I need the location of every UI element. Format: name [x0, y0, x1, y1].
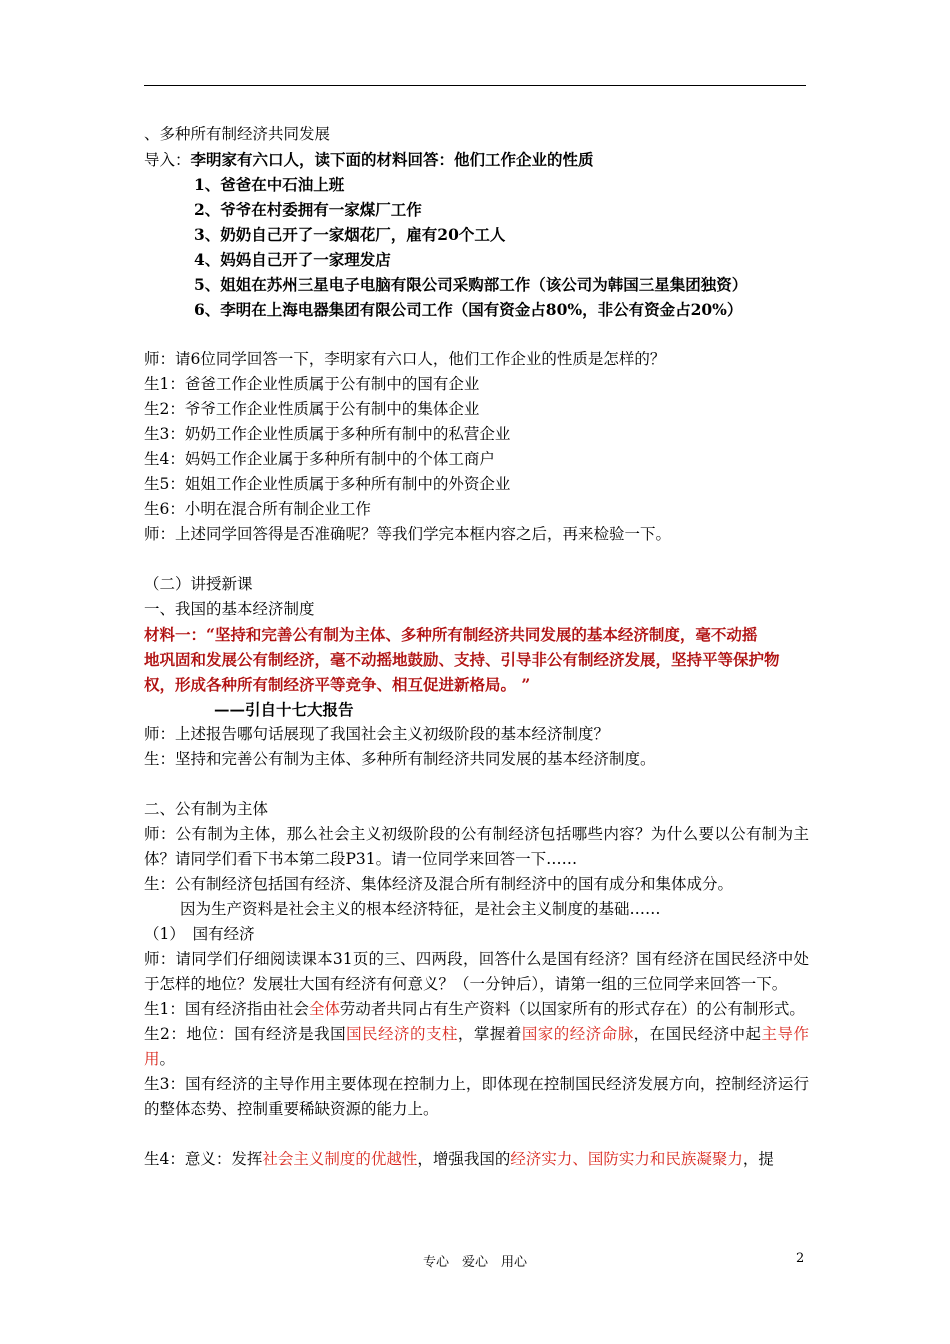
material-source: ——引自十七大报告 — [214, 700, 354, 719]
header-rule — [144, 85, 806, 86]
intro-text: 李明家有六口人，读下面的材料回答：他们工作企业的性质 — [190, 150, 594, 169]
student-answer-4 — [144, 1147, 809, 1172]
material-line: 权，形成各种所有制经济平等竞争、相互促进新格局。 ” — [144, 675, 531, 694]
material-line: 地巩固和发展公有制经济，毫不动摇地鼓励、支持、引导非公有制经济发展，坚持平等保护物 — [144, 650, 780, 669]
intro-item: 1、爸爸在中石油上班 — [194, 175, 345, 194]
dialogue-line: 师：上述报告哪句话展现了我国社会主义初级阶段的基本经济制度？ — [144, 725, 610, 743]
intro-item: 4、妈妈自己开了一家理发店 — [194, 250, 391, 269]
section-title: （二）讲授新课 — [144, 575, 253, 593]
part-title: 一、我国的基本经济制度 — [144, 600, 315, 618]
intro-line — [144, 147, 809, 172]
answer-text: ，增强我国的 — [417, 1150, 511, 1168]
part-title: 二、公有制为主体 — [144, 800, 269, 818]
student-answer-2 — [144, 1022, 809, 1072]
highlight-text: 主导作用 — [144, 1025, 809, 1068]
answer-text: ，在国民经济中起 — [633, 1025, 762, 1043]
answer-text: 生4：意义：发挥 — [144, 1150, 263, 1168]
intro-item: 6、李明在上海电器集团有限公司工作（国有资金占80%，非公有资金占20%） — [194, 300, 743, 319]
answer-text: ，掌握着 — [457, 1025, 522, 1043]
dialogue-line: 生4：妈妈工作企业属于多种所有制中的个体工商户 — [144, 450, 495, 468]
document-body — [144, 122, 809, 1172]
intro-item: 2、爷爷在村委拥有一家煤厂工作 — [194, 200, 422, 219]
subsection-title: （1） 国有经济 — [144, 925, 255, 943]
material-label: 材料一： — [144, 625, 207, 644]
dialogue-line: 师：上述同学回答得是否准确呢？等我们学完本框内容之后，再来检验一下。 — [144, 525, 672, 543]
highlight-text: 经济实力、国防实力和民族凝聚力 — [510, 1150, 743, 1168]
section-heading: 、多种所有制经济共同发展 — [144, 125, 331, 143]
dialogue-line: 师：请6位同学回答一下，李明家有六口人，他们工作企业的性质是怎样的？ — [144, 350, 666, 368]
student-answer-1 — [144, 997, 809, 1022]
answer-text: 劳动者共同占有生产资料（以国家所有的形式存在）的公有制形式。 — [339, 1000, 805, 1018]
intro-label: 导入： — [144, 151, 191, 169]
footer-motto: 专心 爱心 用心 — [422, 1255, 527, 1270]
dialogue-line: 生1：爸爸工作企业性质属于公有制中的国有企业 — [144, 375, 480, 393]
highlight-text: 国家的经济命脉 — [521, 1025, 634, 1043]
page-number: 2 — [796, 1251, 805, 1266]
student-answer-reason: 因为生产资料是社会主义的根本经济特征，是社会主义制度的基础…… — [180, 900, 661, 918]
intro-item: 3、奶奶自己开了一家烟花厂，雇有20个工人 — [194, 225, 506, 244]
answer-text: 。 — [159, 1050, 176, 1068]
highlight-text: 全体 — [308, 1000, 340, 1018]
dialogue-line: 生5：姐姐工作企业性质属于多种所有制中的外资企业 — [144, 475, 511, 493]
dialogue-line: 生6：小明在混合所有制企业工作 — [144, 500, 371, 518]
answer-text: 生2：地位：国有经济是我国 — [144, 1025, 347, 1043]
student-answer-3: 生3：国有经济的主导作用主要体现在控制力上，即体现在控制国民经济发展方向，控制经济运行的整体态势、控制重要稀缺资源的能力上。 — [144, 1075, 809, 1118]
teacher-question: 师：请同学们仔细阅读课本31页的三、四两段，回答什么是国有经济？国有经济在国民经济中处于怎样的地位？发展壮大国有经济有何意义？（一分钟后），请第一组的三位同学来回答一下。 — [144, 950, 809, 993]
material-line — [144, 622, 809, 647]
teacher-question: 师：公有制为主体，那么社会主义初级阶段的公有制经济包括哪些内容？为什么要以公有制为主体？请同学们看下书本第二段P31。请一位同学来回答一下…… — [144, 825, 809, 868]
answer-text: ，提 — [742, 1150, 774, 1168]
student-answer: 生：公有制经济包括国有经济、集体经济及混合所有制经济中的国有成分和集体成分。 — [144, 875, 734, 893]
intro-item: 5、姐姐在苏州三星电子电脑有限公司采购部工作（该公司为韩国三星集团独资） — [194, 275, 748, 294]
dialogue-line: 生2：爷爷工作企业性质属于公有制中的集体企业 — [144, 400, 480, 418]
dialogue-line: 生3：奶奶工作企业性质属于多种所有制中的私营企业 — [144, 425, 511, 443]
highlight-text: 国民经济的支柱 — [346, 1025, 458, 1043]
dialogue-line: 生：坚持和完善公有制为主体、多种所有制经济共同发展的基本经济制度。 — [144, 750, 656, 768]
highlight-text: 社会主义制度的优越性 — [262, 1150, 418, 1168]
answer-text: 生1：国有经济指由社会 — [144, 1000, 309, 1018]
material-text: “坚持和完善公有制为主体、多种所有制经济共同发展的基本经济制度，毫不动摇 — [206, 625, 758, 644]
